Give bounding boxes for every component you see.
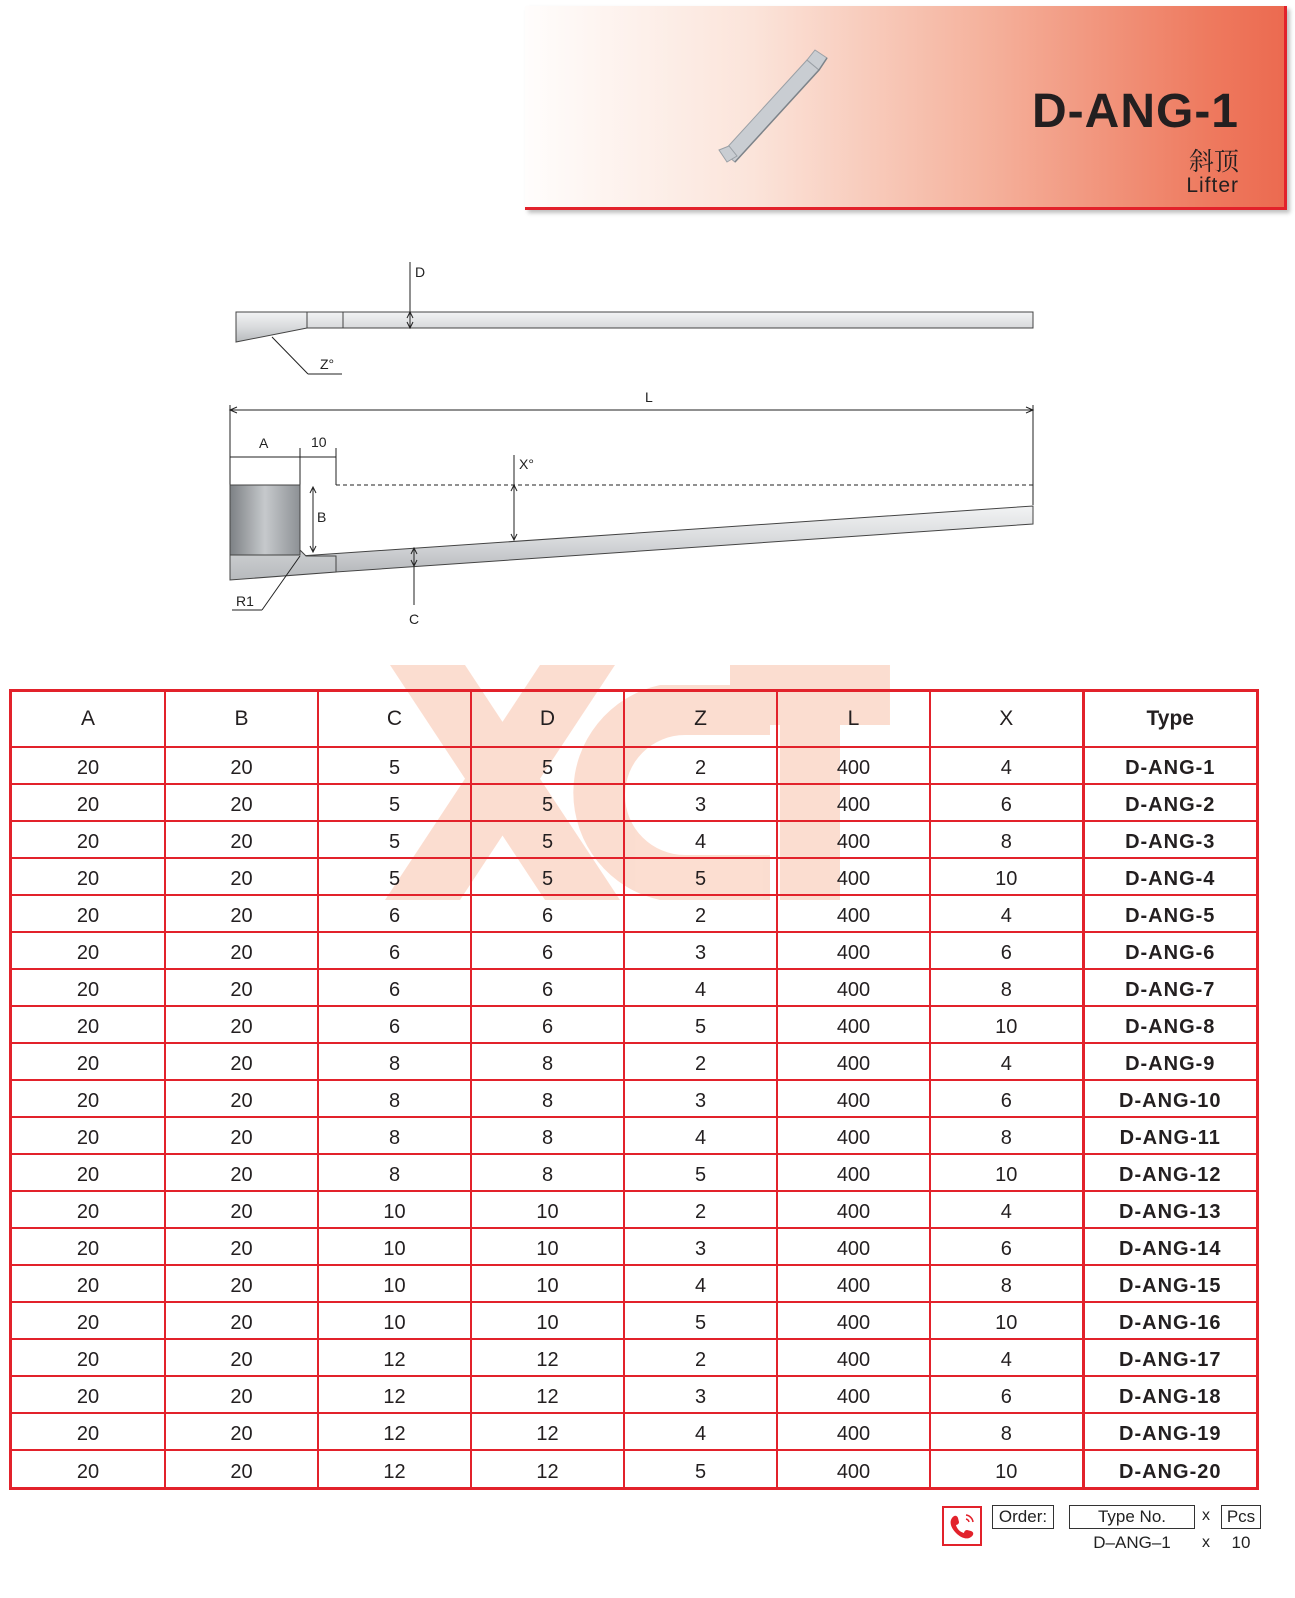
- value-cell: 3: [624, 1376, 777, 1413]
- value-cell: 400: [777, 1450, 930, 1487]
- value-cell: 10: [930, 1006, 1083, 1043]
- multiply-symbol-example: x: [1202, 1534, 1210, 1551]
- value-cell: 8: [318, 1043, 471, 1080]
- value-cell: 10: [318, 1265, 471, 1302]
- value-cell: 400: [777, 1302, 930, 1339]
- product-subtitle-cn: 斜顶: [1188, 148, 1239, 176]
- value-cell: 4: [624, 821, 777, 858]
- table-row: [12, 1376, 1256, 1413]
- value-cell: 400: [777, 969, 930, 1006]
- value-cell: 8: [471, 1080, 624, 1117]
- type-cell: D-ANG-15: [1083, 1265, 1256, 1302]
- value-cell: 400: [777, 1376, 930, 1413]
- table-header-row: [12, 692, 1256, 747]
- value-cell: 4: [624, 969, 777, 1006]
- type-cell: D-ANG-14: [1083, 1228, 1256, 1265]
- value-cell: 400: [777, 858, 930, 895]
- value-cell: 5: [471, 747, 624, 784]
- value-cell: 20: [12, 1006, 165, 1043]
- side-view: [230, 389, 1033, 627]
- value-cell: 20: [165, 1228, 318, 1265]
- type-cell: D-ANG-16: [1083, 1302, 1256, 1339]
- value-cell: 6: [471, 895, 624, 932]
- value-cell: 8: [318, 1154, 471, 1191]
- value-cell: 10: [930, 1450, 1083, 1487]
- value-cell: 10: [930, 1302, 1083, 1339]
- value-cell: 5: [318, 858, 471, 895]
- table-row: [12, 1117, 1256, 1154]
- value-cell: 5: [471, 858, 624, 895]
- value-cell: 20: [12, 895, 165, 932]
- value-cell: 6: [930, 784, 1083, 821]
- value-cell: 6: [471, 1006, 624, 1043]
- table-row: [12, 1154, 1256, 1191]
- value-cell: 20: [165, 1191, 318, 1228]
- value-cell: 20: [12, 747, 165, 784]
- table-row: [12, 1228, 1256, 1265]
- table-row: [12, 895, 1256, 932]
- value-cell: 12: [318, 1376, 471, 1413]
- value-cell: 4: [930, 895, 1083, 932]
- value-cell: 400: [777, 1154, 930, 1191]
- value-cell: 400: [777, 1080, 930, 1117]
- pcs-example: 10: [1231, 1533, 1251, 1552]
- value-cell: 4: [624, 1117, 777, 1154]
- value-cell: 400: [777, 1117, 930, 1154]
- pcs-label: Pcs: [1221, 1505, 1261, 1529]
- table-row: [12, 858, 1256, 895]
- type-no-example: D–ANG–1: [1093, 1533, 1171, 1552]
- value-cell: 20: [165, 1265, 318, 1302]
- type-cell: D-ANG-8: [1083, 1006, 1256, 1043]
- value-cell: 20: [165, 1117, 318, 1154]
- value-cell: 6: [930, 1228, 1083, 1265]
- product-subtitle-en: Lifter: [1186, 174, 1239, 197]
- value-cell: 20: [165, 1413, 318, 1450]
- value-cell: 4: [624, 1413, 777, 1450]
- value-cell: 20: [165, 858, 318, 895]
- value-cell: 20: [165, 784, 318, 821]
- value-cell: 5: [318, 821, 471, 858]
- value-cell: 20: [12, 1450, 165, 1487]
- value-cell: 6: [318, 932, 471, 969]
- table-body: [12, 747, 1256, 1487]
- value-cell: 3: [624, 1228, 777, 1265]
- value-cell: 3: [624, 932, 777, 969]
- watermark-text: XCT: [380, 652, 412, 669]
- type-cell: D-ANG-5: [1083, 895, 1256, 932]
- type-cell: D-ANG-18: [1083, 1376, 1256, 1413]
- type-cell: D-ANG-20: [1083, 1450, 1256, 1487]
- value-cell: 20: [12, 1080, 165, 1117]
- table-row: [12, 1191, 1256, 1228]
- value-cell: 4: [930, 1043, 1083, 1080]
- value-cell: 20: [165, 895, 318, 932]
- value-cell: 3: [624, 1080, 777, 1117]
- type-cell: D-ANG-17: [1083, 1339, 1256, 1376]
- col-header-b: B: [165, 692, 318, 747]
- value-cell: 20: [165, 969, 318, 1006]
- label-x: X°: [519, 456, 534, 472]
- table-row: [12, 1413, 1256, 1450]
- type-cell: D-ANG-10: [1083, 1080, 1256, 1117]
- value-cell: 20: [165, 1080, 318, 1117]
- multiply-symbol: x: [1202, 1507, 1210, 1524]
- value-cell: 400: [777, 1339, 930, 1376]
- col-header-x: X: [930, 692, 1083, 747]
- value-cell: 8: [471, 1154, 624, 1191]
- type-cell: D-ANG-2: [1083, 784, 1256, 821]
- value-cell: 20: [165, 821, 318, 858]
- value-cell: 10: [318, 1228, 471, 1265]
- value-cell: 12: [471, 1413, 624, 1450]
- type-cell: D-ANG-7: [1083, 969, 1256, 1006]
- value-cell: 6: [930, 1080, 1083, 1117]
- table-row: [12, 1043, 1256, 1080]
- value-cell: 8: [930, 1265, 1083, 1302]
- value-cell: 4: [930, 1191, 1083, 1228]
- lifter-product-illustration: [715, 42, 845, 172]
- value-cell: 6: [318, 1006, 471, 1043]
- value-cell: 3: [624, 784, 777, 821]
- value-cell: 12: [318, 1450, 471, 1487]
- value-cell: 20: [165, 1154, 318, 1191]
- value-cell: 20: [12, 1339, 165, 1376]
- value-cell: 20: [165, 1043, 318, 1080]
- label-a: A: [259, 435, 269, 451]
- value-cell: 10: [930, 858, 1083, 895]
- label-d: D: [415, 264, 426, 280]
- value-cell: 20: [12, 1191, 165, 1228]
- value-cell: 2: [624, 1339, 777, 1376]
- value-cell: 20: [165, 747, 318, 784]
- table-row: [12, 1006, 1256, 1043]
- value-cell: 6: [930, 932, 1083, 969]
- value-cell: 20: [12, 1228, 165, 1265]
- value-cell: 20: [12, 969, 165, 1006]
- value-cell: 8: [318, 1117, 471, 1154]
- value-cell: 20: [165, 1302, 318, 1339]
- type-cell: D-ANG-4: [1083, 858, 1256, 895]
- value-cell: 400: [777, 1043, 930, 1080]
- value-cell: 400: [777, 784, 930, 821]
- value-cell: 20: [12, 1376, 165, 1413]
- table-row: [12, 747, 1256, 784]
- type-cell: D-ANG-12: [1083, 1154, 1256, 1191]
- value-cell: 6: [318, 895, 471, 932]
- label-l: L: [645, 389, 653, 405]
- label-r1: R1: [236, 593, 254, 609]
- value-cell: 8: [930, 1413, 1083, 1450]
- value-cell: 400: [777, 1228, 930, 1265]
- type-cell: D-ANG-6: [1083, 932, 1256, 969]
- value-cell: 20: [165, 932, 318, 969]
- type-cell: D-ANG-9: [1083, 1043, 1256, 1080]
- value-cell: 8: [471, 1043, 624, 1080]
- value-cell: 5: [318, 747, 471, 784]
- col-header-c: C: [318, 692, 471, 747]
- value-cell: 400: [777, 821, 930, 858]
- header-banner: [525, 6, 1287, 210]
- value-cell: 12: [318, 1413, 471, 1450]
- value-cell: 20: [12, 821, 165, 858]
- label-z: Z°: [320, 356, 335, 372]
- value-cell: 2: [624, 1043, 777, 1080]
- value-cell: 5: [624, 1302, 777, 1339]
- value-cell: 10: [318, 1302, 471, 1339]
- label-b: B: [317, 509, 327, 525]
- value-cell: 400: [777, 1413, 930, 1450]
- value-cell: 400: [777, 747, 930, 784]
- value-cell: 2: [624, 747, 777, 784]
- value-cell: 10: [471, 1191, 624, 1228]
- table-row: [12, 1080, 1256, 1117]
- value-cell: 10: [318, 1191, 471, 1228]
- col-header-type: Type: [1083, 692, 1256, 747]
- value-cell: 10: [471, 1265, 624, 1302]
- value-cell: 20: [165, 1006, 318, 1043]
- value-cell: 20: [12, 1302, 165, 1339]
- value-cell: 400: [777, 1191, 930, 1228]
- value-cell: 6: [930, 1376, 1083, 1413]
- top-view: [236, 262, 1033, 374]
- spec-table-container: [9, 689, 1259, 1490]
- value-cell: 8: [318, 1080, 471, 1117]
- value-cell: 5: [471, 784, 624, 821]
- type-cell: D-ANG-3: [1083, 821, 1256, 858]
- value-cell: 10: [930, 1154, 1083, 1191]
- value-cell: 20: [12, 1154, 165, 1191]
- value-cell: 20: [12, 784, 165, 821]
- product-title: D-ANG-1: [1032, 85, 1239, 138]
- value-cell: 6: [471, 969, 624, 1006]
- label-10: 10: [311, 434, 327, 450]
- value-cell: 20: [12, 932, 165, 969]
- type-no-label: Type No.: [1069, 1505, 1195, 1529]
- value-cell: 20: [12, 1043, 165, 1080]
- value-cell: 8: [930, 821, 1083, 858]
- technical-drawing: [0, 250, 1100, 650]
- value-cell: 20: [165, 1450, 318, 1487]
- table-row: [12, 932, 1256, 969]
- value-cell: 10: [471, 1302, 624, 1339]
- col-header-z: Z: [624, 692, 777, 747]
- value-cell: 20: [12, 1413, 165, 1450]
- value-cell: 5: [471, 821, 624, 858]
- value-cell: 8: [930, 969, 1083, 1006]
- value-cell: 5: [318, 784, 471, 821]
- value-cell: 5: [624, 858, 777, 895]
- value-cell: 4: [624, 1265, 777, 1302]
- value-cell: 6: [471, 932, 624, 969]
- table-row: [12, 1302, 1256, 1339]
- value-cell: 6: [318, 969, 471, 1006]
- label-c: C: [409, 611, 420, 627]
- type-cell: D-ANG-19: [1083, 1413, 1256, 1450]
- value-cell: 8: [930, 1117, 1083, 1154]
- value-cell: 20: [165, 1339, 318, 1376]
- value-cell: 20: [165, 1376, 318, 1413]
- table-row: [12, 821, 1256, 858]
- col-header-a: A: [12, 692, 165, 747]
- phone-icon: [942, 1506, 982, 1546]
- value-cell: 12: [318, 1339, 471, 1376]
- value-cell: 400: [777, 1265, 930, 1302]
- type-cell: D-ANG-11: [1083, 1117, 1256, 1154]
- col-header-d: D: [471, 692, 624, 747]
- order-label: Order:: [992, 1505, 1054, 1529]
- value-cell: 12: [471, 1450, 624, 1487]
- order-box: [940, 1503, 1270, 1555]
- value-cell: 8: [471, 1117, 624, 1154]
- value-cell: 5: [624, 1154, 777, 1191]
- value-cell: 12: [471, 1339, 624, 1376]
- value-cell: 4: [930, 747, 1083, 784]
- table-row: [12, 1339, 1256, 1376]
- value-cell: 5: [624, 1450, 777, 1487]
- value-cell: 20: [12, 858, 165, 895]
- table-row: [12, 1265, 1256, 1302]
- value-cell: 2: [624, 1191, 777, 1228]
- type-cell: D-ANG-13: [1083, 1191, 1256, 1228]
- value-cell: 400: [777, 932, 930, 969]
- table-row: [12, 1450, 1256, 1487]
- value-cell: 10: [471, 1228, 624, 1265]
- spec-table: [12, 692, 1256, 1487]
- value-cell: 4: [930, 1339, 1083, 1376]
- table-row: [12, 969, 1256, 1006]
- value-cell: 20: [12, 1265, 165, 1302]
- value-cell: 2: [624, 895, 777, 932]
- value-cell: 5: [624, 1006, 777, 1043]
- value-cell: 20: [12, 1117, 165, 1154]
- value-cell: 12: [471, 1376, 624, 1413]
- col-header-l: L: [777, 692, 930, 747]
- table-row: [12, 784, 1256, 821]
- value-cell: 400: [777, 895, 930, 932]
- type-cell: D-ANG-1: [1083, 747, 1256, 784]
- value-cell: 400: [777, 1006, 930, 1043]
